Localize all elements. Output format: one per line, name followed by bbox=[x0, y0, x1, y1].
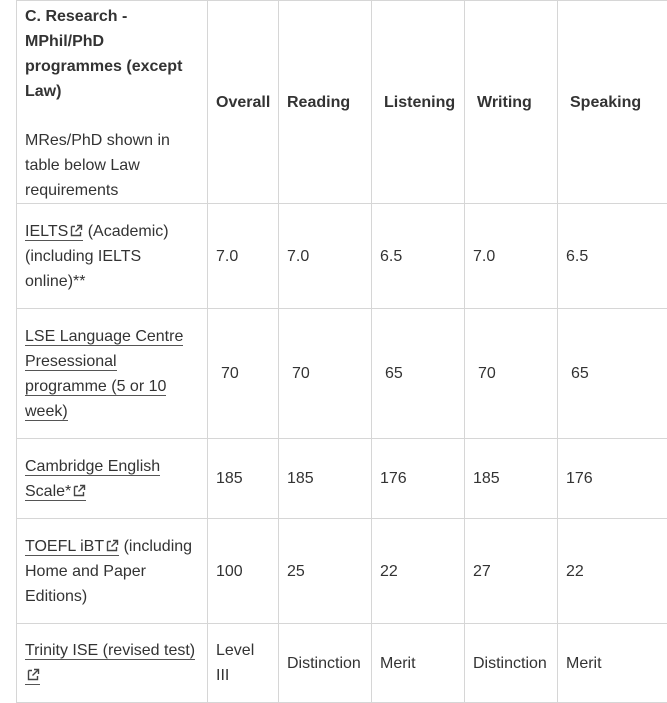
table-row bbox=[17, 309, 667, 439]
table-row bbox=[17, 624, 667, 703]
score-listening: 22 bbox=[372, 519, 465, 624]
score-reading: 70 bbox=[279, 309, 372, 439]
test-name-cell bbox=[17, 624, 208, 703]
score-overall: 7.0 bbox=[208, 204, 279, 309]
test-link-trinity[interactable] bbox=[25, 642, 195, 685]
score-speaking: 65 bbox=[558, 309, 667, 439]
table-heading-cell bbox=[17, 1, 208, 204]
score-listening: Merit bbox=[372, 624, 465, 703]
score-speaking: 22 bbox=[558, 519, 667, 624]
test-link-label: Trinity ISE (revised test) bbox=[25, 642, 195, 659]
score-overall: Level III bbox=[208, 624, 279, 703]
score-writing: 7.0 bbox=[465, 204, 558, 309]
test-name-cell bbox=[17, 519, 208, 624]
table-row bbox=[17, 519, 667, 624]
score-writing: 70 bbox=[465, 309, 558, 439]
score-overall: 185 bbox=[208, 439, 279, 519]
score-speaking: 176 bbox=[558, 439, 667, 519]
column-header-writing: Writing bbox=[465, 1, 558, 204]
test-link-lse-presessional[interactable] bbox=[25, 328, 183, 421]
external-link-icon bbox=[70, 224, 83, 237]
test-link-label: TOEFL iBT bbox=[25, 538, 104, 555]
test-link-label: Cambridge English Scale* bbox=[25, 458, 160, 500]
score-speaking: Merit bbox=[558, 624, 667, 703]
test-name-suffix: (Academic) (including IELTS online)** bbox=[25, 223, 169, 290]
score-overall: 100 bbox=[208, 519, 279, 624]
test-link-toefl[interactable] bbox=[25, 538, 119, 556]
external-link-icon bbox=[27, 668, 40, 681]
column-header-overall: Overall bbox=[208, 1, 279, 204]
score-listening: 176 bbox=[372, 439, 465, 519]
test-link-label: LSE Language Centre Presessional programme (5 or 10 week) bbox=[25, 328, 183, 420]
score-reading: Distinction bbox=[279, 624, 372, 703]
test-name-cell bbox=[17, 309, 208, 439]
test-link-ielts[interactable] bbox=[25, 223, 83, 241]
table-header-row bbox=[17, 1, 667, 204]
score-reading: 185 bbox=[279, 439, 372, 519]
column-header-reading: Reading bbox=[279, 1, 372, 204]
score-reading: 25 bbox=[279, 519, 372, 624]
score-speaking: 6.5 bbox=[558, 204, 667, 309]
external-link-icon bbox=[73, 484, 86, 497]
score-listening: 65 bbox=[372, 309, 465, 439]
column-header-speaking: Speaking bbox=[558, 1, 667, 204]
english-requirements-table bbox=[16, 0, 667, 703]
table-row bbox=[17, 439, 667, 519]
external-link-icon bbox=[106, 539, 119, 552]
score-writing: 27 bbox=[465, 519, 558, 624]
table-heading-note: MRes/PhD shown in table below Law requirements bbox=[25, 128, 199, 203]
table-heading: C. Research - MPhil/PhD programmes (except Law) bbox=[25, 8, 182, 100]
test-link-cambridge[interactable] bbox=[25, 458, 160, 501]
test-link-label: IELTS bbox=[25, 223, 68, 240]
score-reading: 7.0 bbox=[279, 204, 372, 309]
score-writing: 185 bbox=[465, 439, 558, 519]
test-name-cell bbox=[17, 439, 208, 519]
score-listening: 6.5 bbox=[372, 204, 465, 309]
test-name-suffix: (including Home and Paper Editions) bbox=[25, 538, 192, 605]
column-header-listening: Listening bbox=[372, 1, 465, 204]
score-writing: Distinction bbox=[465, 624, 558, 703]
test-name-cell bbox=[17, 204, 208, 309]
table-row bbox=[17, 204, 667, 309]
score-overall: 70 bbox=[208, 309, 279, 439]
